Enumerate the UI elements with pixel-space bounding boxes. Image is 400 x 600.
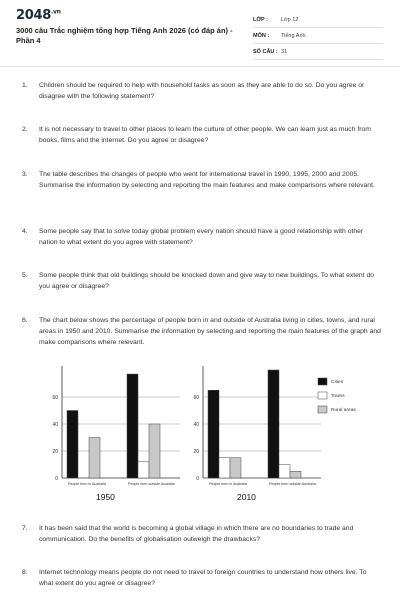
site-logo[interactable] <box>16 8 61 23</box>
question-number: 6. <box>22 317 28 324</box>
question-number: 5. <box>22 272 28 279</box>
panel-title: 1950 <box>96 492 115 502</box>
meta-label: MÔN : <box>253 32 270 39</box>
question-item <box>22 124 382 146</box>
y-tick-label: 20 <box>52 449 58 455</box>
page-title: 3000 câu Trắc nghiệm tổng hợp Tiếng Anh 2026 (có đáp án) - Phần 4 <box>16 26 233 45</box>
logo-suffix: .vn <box>50 8 61 16</box>
bar <box>149 424 160 478</box>
question-item <box>22 169 382 191</box>
bar <box>230 458 241 478</box>
y-tick-label: 60 <box>52 395 58 401</box>
x-tick-label: People born outside Australia <box>128 482 175 486</box>
meta-row-count <box>253 44 383 60</box>
meta-row-class <box>253 12 383 28</box>
bar <box>279 465 290 479</box>
question-text: It is not necessary to travel to other places to learn the culture of other people. We can learn just as much from books, films and the internet. Do you agree or disagree? <box>39 126 371 144</box>
bar <box>290 471 301 478</box>
question-item <box>22 567 382 589</box>
question-text: The chart below shows the percentage of people born in and outside of Australia living in cities, towns, and rural areas in 1950 and 2010. Summarise the information by selecting and reporting the main features of the graph and make comparisons where relevant. <box>39 317 381 346</box>
meta-label: SỐ CÂU : <box>253 48 278 55</box>
bar <box>268 370 279 478</box>
meta-value: Tiếng Anh <box>281 32 306 39</box>
question-item <box>22 523 382 545</box>
y-tick-label: 20 <box>193 449 199 455</box>
panel-title: 2010 <box>237 492 256 502</box>
question-number: 4. <box>22 228 28 235</box>
question-item <box>22 80 382 102</box>
meta-value: 31 <box>281 48 288 55</box>
meta-value: Lớp 12 <box>281 16 299 23</box>
header <box>0 0 400 62</box>
logo-text: 2048 <box>16 8 51 23</box>
bar <box>219 458 230 478</box>
y-tick-label: 60 <box>193 395 199 401</box>
question-number: 1. <box>22 82 28 89</box>
bar <box>67 411 78 479</box>
meta-label: LỚP : <box>253 16 268 23</box>
header-divider <box>0 66 400 67</box>
y-tick-label: 0 <box>55 476 58 482</box>
question-text: It has been said that the world is becoming a global village in which there are no boundaries to trade and communication. Do the benefits of globalisation outweigh the drawbacks? <box>39 525 354 543</box>
y-tick-label: 40 <box>52 422 58 428</box>
legend-swatch <box>318 406 327 413</box>
x-tick-label: People born in Australia <box>68 482 106 486</box>
question-item <box>22 270 382 292</box>
bar <box>138 462 149 478</box>
meta-row-subject <box>253 28 383 44</box>
meta-info <box>253 12 383 60</box>
x-tick-label: People born outside Australia <box>269 482 316 486</box>
legend-swatch <box>318 392 327 399</box>
question-item <box>22 315 382 348</box>
legend-label: Towns <box>331 394 345 399</box>
question-text: Some people think that old buildings should be knocked down and give way to new buildings. To what extent do you agree or disagree? <box>39 272 375 290</box>
bar-chart <box>40 360 370 510</box>
legend-label: Rural areas <box>331 408 356 413</box>
question-number: 7. <box>22 525 28 532</box>
question-number: 3. <box>22 171 28 178</box>
y-tick-label: 40 <box>193 422 199 428</box>
legend-swatch <box>318 378 327 385</box>
y-tick-label: 0 <box>196 476 199 482</box>
question-item <box>22 226 382 248</box>
bar <box>208 390 219 478</box>
question-number: 8. <box>22 569 28 576</box>
question-text: Some people say that to solve today global problem every nation should have a good relationship with other nation to what extent do you agree with statement? <box>39 228 364 246</box>
question-text: Children should be required to help with household tasks as soon as they are able to do so. Do you agree or disagree with the following statement? <box>39 82 365 100</box>
bar <box>127 374 138 478</box>
question-text: The table describes the changes of people who went for international travel in 1990, 1995, 2000 and 2005. Summarise the information by selecting and reporting the main features and make comparisons where relevant. <box>39 171 375 189</box>
x-tick-label: People born in Australia <box>209 482 247 486</box>
legend-label: Cities <box>331 380 343 385</box>
question-number: 2. <box>22 126 28 133</box>
question-text: Internet technology means people do not need to travel to foreign countries to understand how others live. To what extent do you agree or disagree? <box>39 569 367 587</box>
bar <box>89 438 100 479</box>
